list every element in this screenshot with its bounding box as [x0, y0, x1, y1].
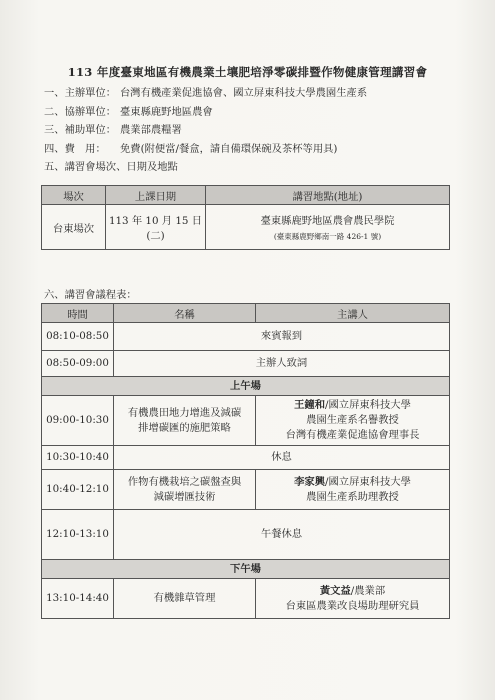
schedule-table-header	[42, 304, 450, 323]
info-value: 台灣有機產業促進協會、國立屏東科技大學農園生產系	[120, 87, 368, 99]
time-cell: 10:40-12:10	[42, 470, 114, 510]
venue-address: (臺東縣鹿野鄉南一路 426-1 號)	[273, 232, 382, 241]
info-item-sessions	[44, 158, 367, 177]
event-cell: 休息	[114, 446, 450, 470]
column-header: 名稱	[114, 304, 256, 323]
table-row	[42, 510, 450, 560]
session-name: 台東場次	[42, 205, 106, 250]
table-row	[42, 396, 450, 446]
session-table-header	[42, 186, 450, 205]
section-label: 下午場	[42, 560, 450, 579]
info-item-fee	[44, 140, 367, 159]
topic-cell: 作物有機栽培之碳盤查與 減碳增匯技術	[114, 470, 256, 510]
event-cell: 主辦人致詞	[114, 351, 450, 377]
time-cell: 09:00-10:30	[42, 396, 114, 446]
column-header: 時間	[42, 304, 114, 323]
lecturer-name: 李家興	[294, 475, 326, 488]
lecturer-name: 王鐘和	[294, 399, 326, 411]
column-header: 場次	[42, 186, 106, 205]
info-label: 四、費 用：	[44, 142, 106, 155]
section-row	[42, 377, 450, 396]
info-item-organizer	[44, 84, 367, 103]
time-cell: 12:10-13:10	[42, 510, 114, 560]
info-value: 免費(附便當/餐盒，請自備環保碗及茶杯等用具)	[120, 142, 338, 155]
time-cell: 08:50-09:00	[42, 351, 114, 377]
time-cell: 08:10-08:50	[42, 323, 114, 351]
info-label: 二、協辦單位：	[44, 105, 117, 118]
schedule-table	[41, 303, 450, 619]
time-cell: 13:10-14:40	[42, 579, 114, 619]
info-label: 三、補助單位：	[44, 124, 117, 137]
column-header: 講習地點(地址)	[206, 186, 450, 205]
section-row	[42, 560, 450, 579]
schedule-heading: 六、講習會議程表：	[44, 289, 137, 301]
table-row	[42, 205, 450, 250]
info-label: 五、講習會場次、日期及地點	[44, 161, 178, 174]
session-venue: 臺東縣鹿野地區農會農民學院 (臺東縣鹿野鄉南一路 426-1 號)	[206, 205, 450, 250]
table-row	[42, 446, 450, 470]
section-label: 上午場	[42, 377, 450, 396]
info-item-sponsor	[44, 121, 367, 140]
topic-cell: 有機雜草管理	[114, 579, 256, 619]
table-row	[42, 323, 450, 351]
session-table	[41, 185, 450, 250]
document-title: 113 年度臺東地區有機農業土壤肥培淨零碳排暨作物健康管理講習會	[67, 65, 428, 79]
time-cell: 10:30-10:40	[42, 446, 114, 470]
column-header: 主講人	[256, 304, 450, 323]
event-cell: 來賓報到	[114, 323, 450, 351]
info-value: 臺東縣鹿野地區農會	[120, 105, 213, 118]
lecturer-name: 黃文益	[319, 584, 351, 597]
lecturer-cell: 王鐘和/國立屏東科技大學 農園生產系名譽教授 台灣有機產業促進協會理事長	[256, 396, 450, 446]
lecturer-cell: 李家興/國立屏東科技大學 農園生產系助理教授	[256, 470, 450, 510]
info-item-co-organizer	[44, 103, 367, 122]
column-header: 上課日期	[106, 186, 206, 205]
info-value: 農業部農糧署	[120, 124, 182, 137]
info-list	[44, 84, 367, 177]
table-row	[42, 470, 450, 510]
table-row	[42, 579, 450, 619]
event-cell: 午餐休息	[114, 510, 450, 560]
info-label: 一、主辦單位：	[44, 87, 117, 99]
session-date: 113 年 10 月 15 日 (二)	[106, 205, 206, 250]
lecturer-cell: 黃文益/農業部 台東區農業改良場助理研究員	[256, 579, 450, 619]
table-row	[42, 351, 450, 377]
topic-cell: 有機農田地力增進及減碳 排增碳匯的施肥策略	[114, 396, 256, 446]
